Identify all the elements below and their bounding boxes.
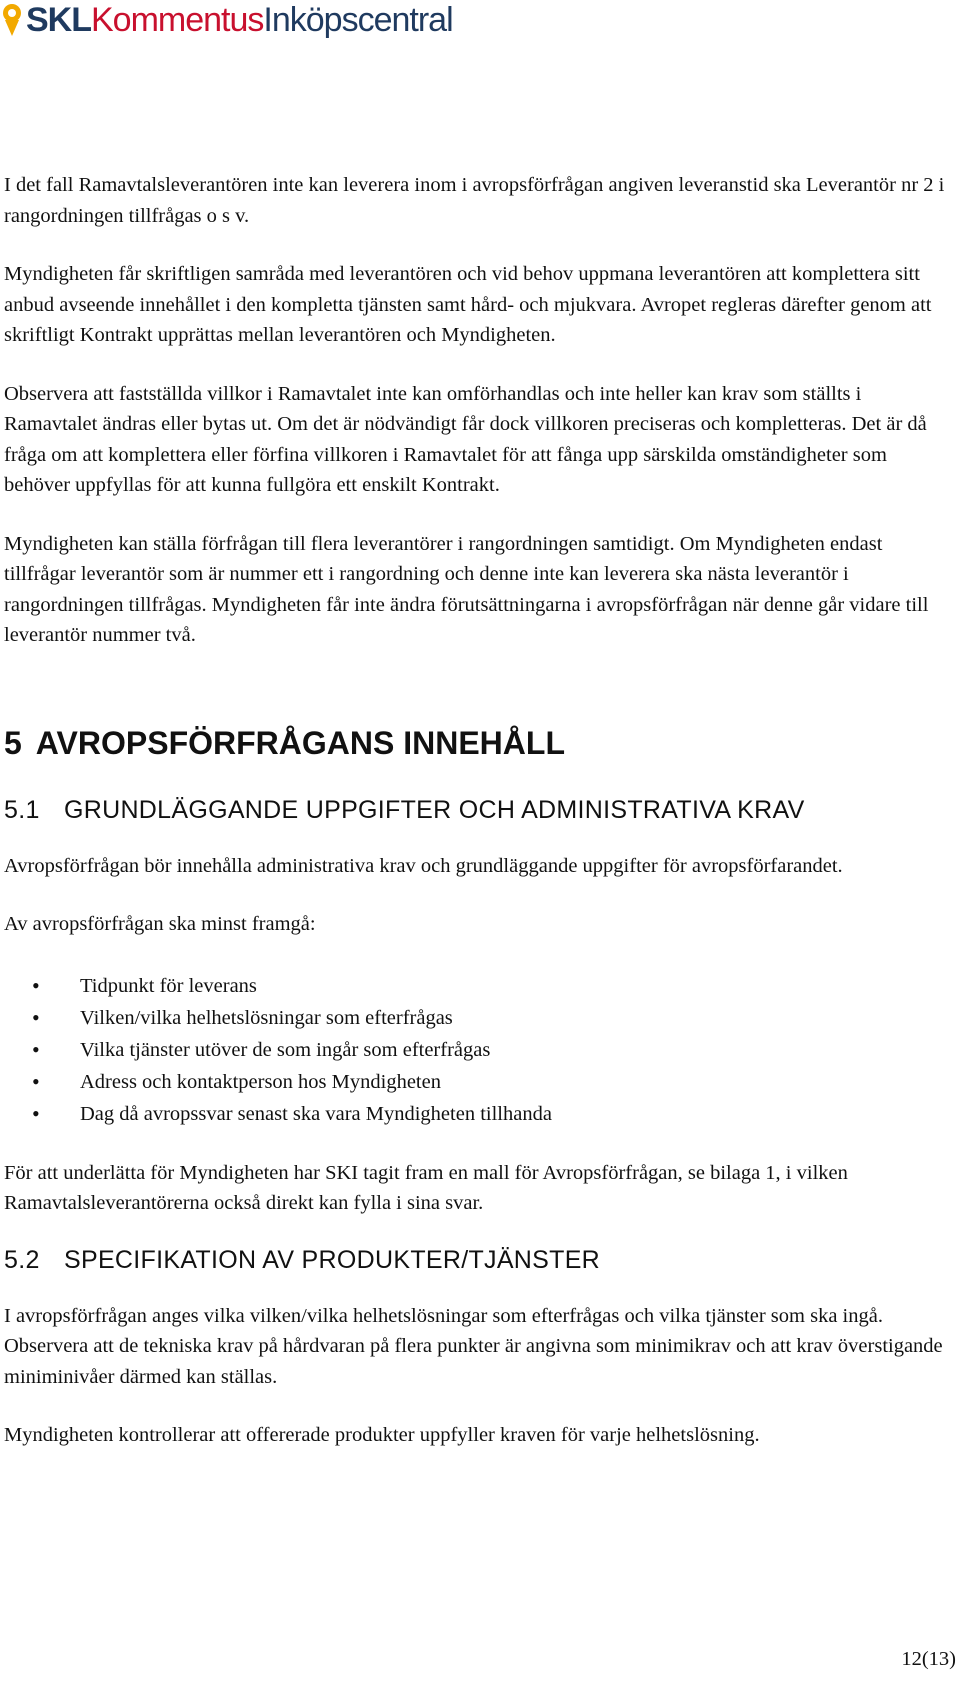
paragraph: Observera att fastställda villkor i Ramavtalet inte kan omförhandlas och inte heller kan krav som ställts i Ramavtalet ändras eller bytas ut. Om det är nödvändigt får dock villkoren preciseras och kompletteras. Det är då fråga om att komplettera eller förfina villkoren i Ramavtalet för att fånga upp särskilda omständigheter som behöver uppfyllas för att kunna fullgöra ett enskilt Kontrakt. (4, 382, 927, 496)
section-heading (4, 723, 952, 763)
logo-skl: SKL (26, 1, 91, 39)
paragraph: I det fall Ramavtalsleverantören inte kan leverera inom i avropsförfrågan angiven leveranstid ska Leverantör nr 2 i rangordningen tillfrågas o s v. (4, 174, 945, 227)
section-number: 5 (4, 724, 22, 761)
logo-text (26, 0, 453, 40)
document-body (4, 170, 952, 1479)
paragraph: Myndigheten kan ställa förfrågan till flera leverantörer i rangordningen samtidigt. Om Myndigheten endast tillfrågar leverantör som är nummer ett i rangordning och denne inte kan leverera ska nästa leverantör i rangordningen tillfrågas. Myndigheten får inte ändra förutsättningarna i avropsförfrågan när denne går vidare till leverantör nummer två. (4, 532, 929, 646)
paragraph: Avropsförfrågan bör innehålla administrativa krav och grundläggande uppgifter för avropsförfarandet. (4, 854, 843, 877)
paragraph: I avropsförfrågan anges vilka vilken/vilka helhetslösningar som efterfrågas och vilka tjänster som ska ingå. Observera att de tekniska krav på hårdvaran på flera punkter är angivna som minimikrav och att krav överstigande miniminivåer därmed kan ställas. (4, 1304, 943, 1388)
logo-kommentus: Kommentus (91, 1, 264, 39)
subsection-number: 5.1 (4, 795, 40, 824)
logo (0, 0, 453, 40)
list-item: • Dag då avropssvar senast ska vara Myndigheten tillhanda (4, 1098, 952, 1130)
paragraph: För att underlätta för Myndigheten har SKI tagit fram en mall för Avropsförfrågan, se bilaga 1, i vilken Ramavtalsleverantörerna också direkt kan fylla i sina svar. (4, 1161, 848, 1214)
subsection-heading (4, 793, 952, 827)
subsection-number: 5.2 (4, 1245, 40, 1274)
list-item: • Tidpunkt för leverans (4, 970, 952, 1002)
logo-mark-icon (0, 2, 24, 38)
paragraph: Myndigheten får skriftligen samråda med leverantören och vid behov uppmana leverantören att komplettera sitt anbud avseende innehållet i den kompletta tjänsten samt hård- och mjukvara. Avropet regleras därefter genom att skriftligt Kontrakt upprättas mellan leverantören och Myndigheten. (4, 263, 932, 346)
list-item: • Adress och kontaktperson hos Myndigheten (4, 1066, 952, 1098)
list-item: • Vilken/vilka helhetslösningar som efterfrågas (4, 1002, 952, 1034)
logo-inkopscentral: Inköpscentral (263, 1, 453, 39)
bullet-list (4, 970, 952, 1130)
section-title: AVROPSFÖRFRÅGANS INNEHÅLL (35, 724, 565, 761)
subsection-heading (4, 1243, 952, 1277)
list-item: • Vilka tjänster utöver de som ingår som efterfrågas (4, 1034, 952, 1066)
subsection-title: GRUNDLÄGGANDE UPPGIFTER OCH ADMINISTRATIVA KRAV (64, 795, 805, 824)
paragraph: Myndigheten kontrollerar att offererade produkter uppfyller kraven för varje helhetslösning. (4, 1424, 760, 1446)
subsection-title: SPECIFIKATION AV PRODUKTER/TJÄNSTER (64, 1245, 601, 1274)
paragraph: Av avropsförfrågan ska minst framgå: (4, 913, 316, 935)
page-number: 12(13) (901, 1648, 956, 1670)
